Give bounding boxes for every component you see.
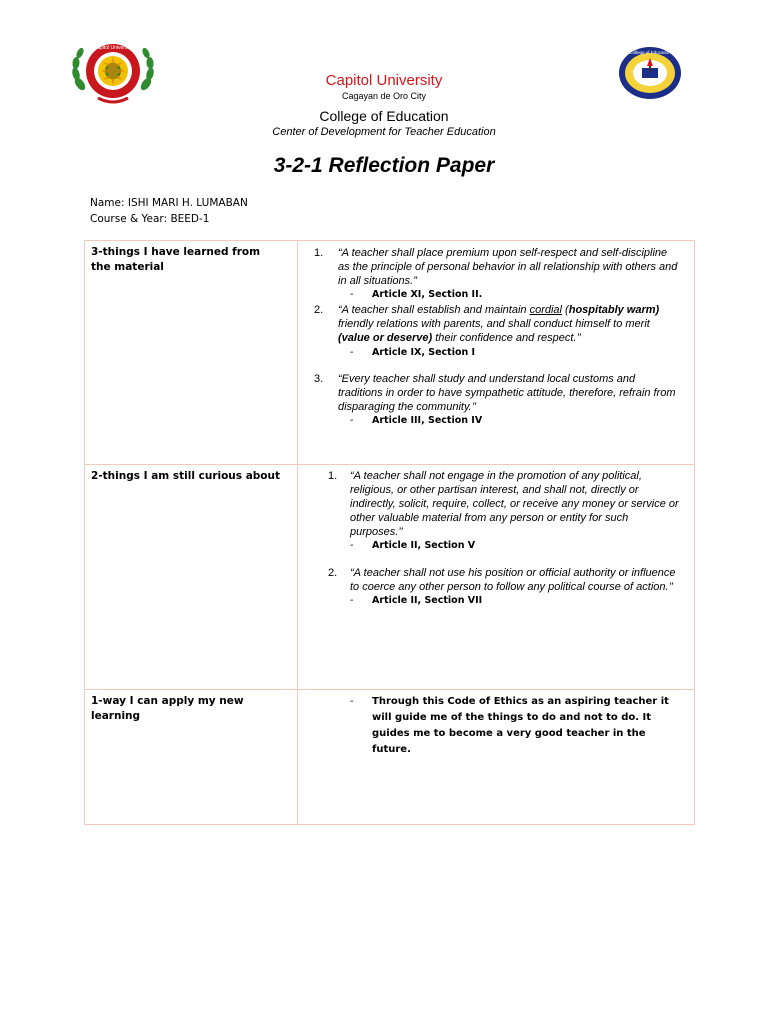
list-number: 1. bbox=[328, 470, 338, 482]
course-label: Course & Year: bbox=[90, 213, 168, 225]
learned-ref-2-text: Article IX, Section I bbox=[372, 347, 476, 358]
list-number: 2. bbox=[314, 304, 324, 316]
curious-ref-2: - Article II, Section VII bbox=[350, 595, 483, 606]
curious-content-cell bbox=[298, 465, 695, 690]
learned-ref-2: - Article IX, Section I bbox=[350, 347, 476, 358]
table-row-curious bbox=[85, 465, 695, 690]
learned-item-1-text: “A teacher shall place premium upon self-respect and self-discipline as the principle of personal behavior in all relationship with others and in all situations.” bbox=[338, 247, 678, 287]
curious-ref-1: - Article II, Section V bbox=[350, 540, 476, 551]
learned-ref-3-text: Article III, Section IV bbox=[372, 415, 483, 426]
apply-label-cell bbox=[85, 690, 298, 825]
student-info bbox=[90, 195, 248, 227]
apply-content-cell bbox=[298, 690, 695, 825]
curious-ref-2-text: Article II, Section VII bbox=[372, 595, 483, 606]
reflection-table bbox=[84, 240, 695, 825]
document-header bbox=[0, 70, 768, 138]
page-title: 3-2-1 Reflection Paper bbox=[273, 154, 495, 177]
learned-ref-1-text: Article XI, Section II. bbox=[372, 289, 483, 300]
apply-text-body: Through this Code of Ethics as an aspiring teacher it will guide me of the things to do and not to do. It guides me to become a very good teacher in the future. bbox=[372, 696, 669, 755]
learned-content-cell bbox=[298, 241, 695, 465]
underlined-word: cordial bbox=[529, 304, 562, 316]
list-number: 3. bbox=[314, 373, 324, 385]
city-name: Cagayan de Oro City bbox=[341, 91, 427, 101]
student-course-line bbox=[90, 211, 248, 227]
svg-text:Capitol University: Capitol University bbox=[93, 45, 133, 51]
list-number: 2. bbox=[328, 567, 338, 579]
center-name: Center of Development for Teacher Education bbox=[272, 126, 496, 138]
learned-ref-1: - Article XI, Section II. bbox=[350, 289, 483, 300]
table-row-apply bbox=[85, 690, 695, 825]
curious-item-1-text: “A teacher shall not engage in the promotion of any political, religious, or other partisan interest, and shall not, directly or indirectly, solicit, require, collect, or receive any money or service or other valuable material from any person or entity for such purposes.’’ bbox=[350, 470, 679, 538]
university-name: Capitol University bbox=[325, 72, 443, 89]
learned-label-cell bbox=[85, 241, 298, 465]
student-name-line bbox=[90, 195, 248, 211]
curious-item-2-text: “A teacher shall not use his position or official authority or influence to coerce any other person to follow any political course of action.’’ bbox=[350, 567, 676, 593]
apply-label: 1-way I can apply my new learning bbox=[91, 695, 244, 722]
list-number: 1. bbox=[314, 247, 324, 259]
curious-item-1 bbox=[328, 469, 682, 539]
learned-item-1 bbox=[314, 246, 680, 288]
learned-label: 3-things I have learned from the material bbox=[91, 246, 261, 273]
learned-item-3 bbox=[314, 372, 680, 414]
apply-text: - Through this Code of Ethics as an aspiring teacher it will guide me of the things to do and not to do. It guides me to become a very good teacher in the future. bbox=[350, 696, 669, 755]
student-course: BEED-1 bbox=[170, 213, 210, 225]
curious-label-cell bbox=[85, 465, 298, 690]
curious-ref-1-text: Article II, Section V bbox=[372, 540, 476, 551]
student-name: ISHI MARI H. LUMABAN bbox=[127, 197, 248, 209]
learned-item-2: 2. “A teacher shall establish and maintain cordial (hospitably warm) friendly relations with parents, and shall conduct himself to merit (value or deserve) their confidence and respect.’’ bbox=[314, 304, 660, 344]
learned-item-3-text: “Every teacher shall study and understand local customs and traditions in order to have sympathetic attitude, therefore, refrain from disparaging the community.’’ bbox=[338, 373, 676, 413]
college-name: College of Education bbox=[319, 108, 449, 124]
table-row-learned bbox=[85, 241, 695, 465]
svg-text:College of Education: College of Education bbox=[629, 50, 671, 55]
name-label: Name: bbox=[90, 197, 125, 209]
curious-label: 2-things I am still curious about bbox=[91, 470, 280, 482]
curious-item-2 bbox=[328, 566, 682, 594]
learned-ref-3: - Article III, Section IV bbox=[350, 415, 483, 426]
